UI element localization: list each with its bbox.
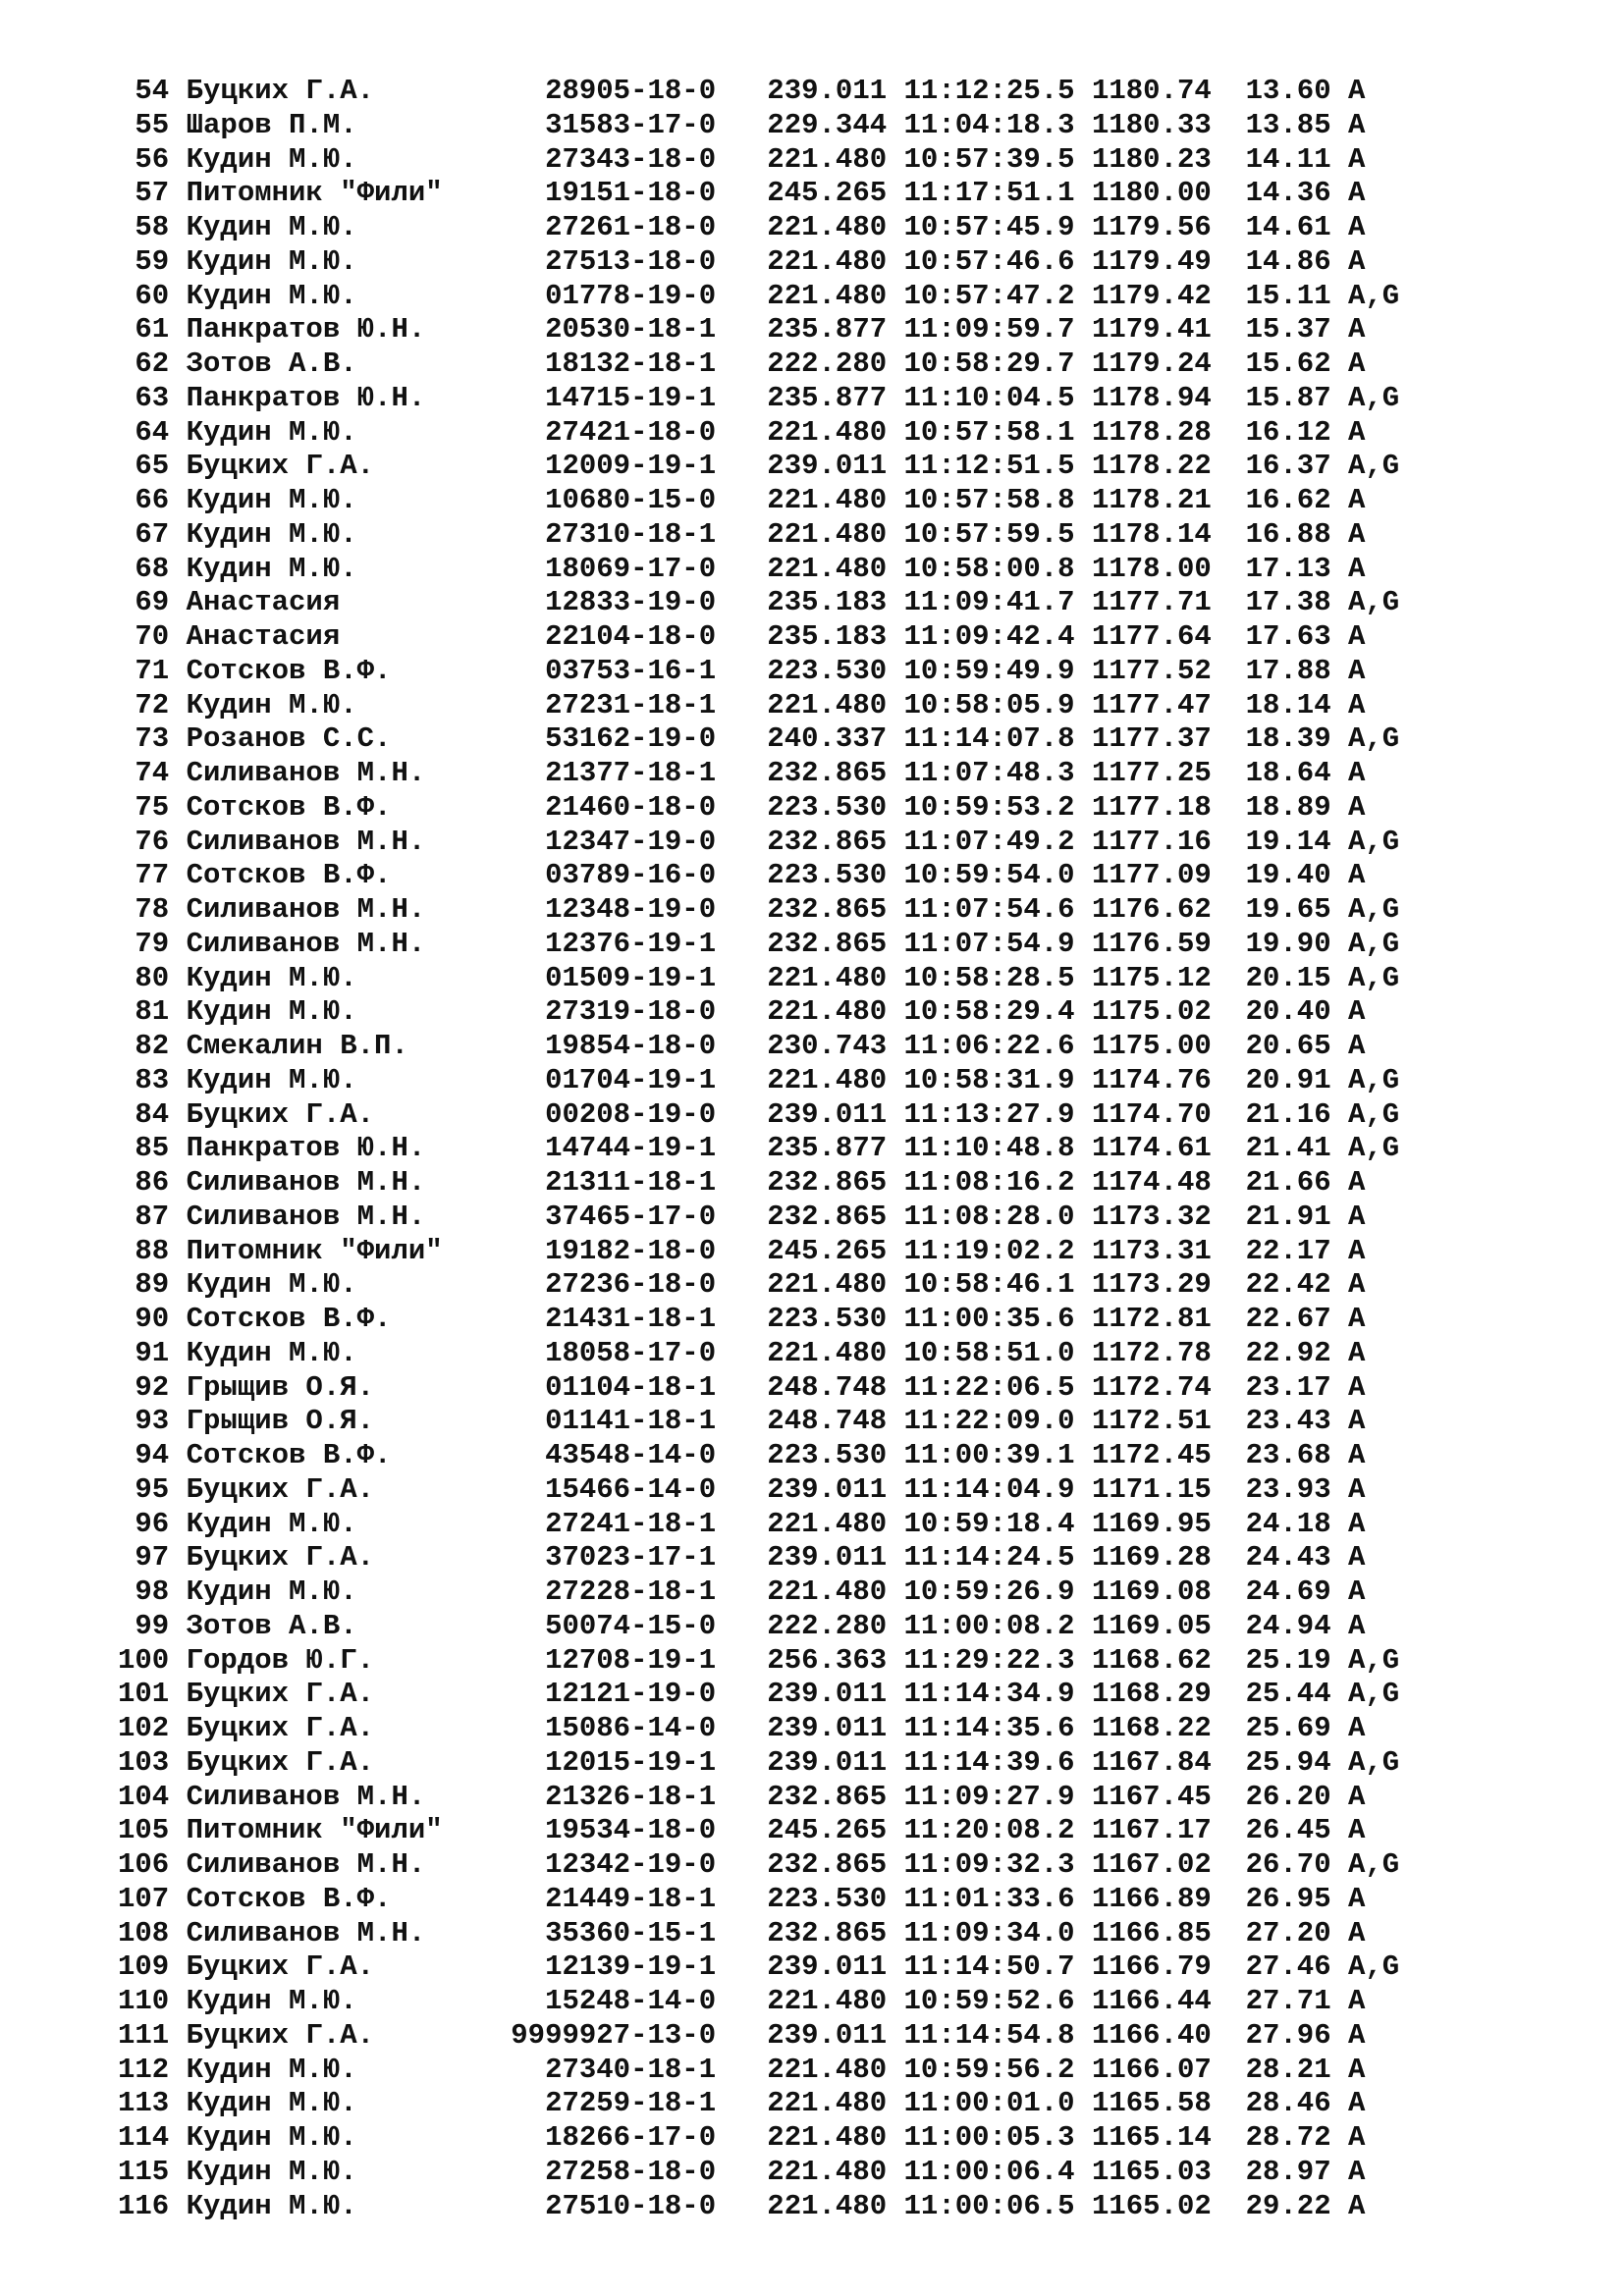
result-row: 71 Сотсков В.Ф. 03753-16-1 223.530 10:59:49.9 1177.52 17.88 A [118,654,1366,687]
result-row: 79 Силиванов М.Н. 12376-19-1 232.865 11:07:54.9 1176.59 19.90 A,G [118,927,1400,960]
result-row: 66 Кудин М.Ю. 10680-15-0 221.480 10:57:58.8 1178.21 16.62 A [118,484,1366,516]
result-row: 110 Кудин М.Ю. 15248-14-0 221.480 10:59:52.6 1166.44 27.71 A [118,1985,1366,2017]
result-row: 72 Кудин М.Ю. 27231-18-1 221.480 10:58:05.9 1177.47 18.14 A [118,688,1366,721]
result-row: 73 Розанов С.С. 53162-19-0 240.337 11:14:07.8 1177.37 18.39 A,G [118,722,1400,756]
results-table [118,75,1399,2223]
result-row: 99 Зотов А.В. 50074-15-0 222.280 11:00:08.2 1169.05 24.94 A [118,1609,1366,1642]
result-row: 57 Питомник "Фили" 19151-18-0 245.265 11:17:51.1 1180.00 14.36 A [118,177,1366,210]
result-row: 64 Кудин М.Ю. 27421-18-0 221.480 10:57:58.1 1178.28 16.12 A [118,415,1366,449]
result-row: 106 Силиванов М.Н. 12342-19-0 232.865 11:09:32.3 1167.02 26.70 A,G [118,1848,1400,1881]
result-row: 55 Шаров П.М. 31583-17-0 229.344 11:04:18.3 1180.33 13.85 A [118,108,1366,141]
result-row: 111 Буцких Г.А. 9999927-13-0 239.011 11:14:54.8 1166.40 27.96 A [118,2018,1366,2052]
result-row: 54 Буцких Г.А. 28905-18-0 239.011 11:12:25.5 1180.74 13.60 A [118,75,1366,107]
result-row: 90 Сотсков В.Ф. 21431-18-1 223.530 11:00:35.6 1172.81 22.67 A [118,1303,1366,1335]
result-row: 92 Грыщив О.Я. 01104-18-1 248.748 11:22:06.5 1172.74 23.17 A [118,1370,1366,1404]
result-row: 105 Питомник "Фили" 19534-18-0 245.265 11:20:08.2 1167.17 26.45 A [118,1814,1366,1847]
result-row: 56 Кудин М.Ю. 27343-18-0 221.480 10:57:39.5 1180.23 14.11 A [118,142,1366,176]
result-row: 60 Кудин М.Ю. 01778-19-0 221.480 10:57:47.2 1179.42 15.11 A,G [118,279,1400,312]
result-row: 101 Буцких Г.А. 12121-19-0 239.011 11:14:34.9 1168.29 25.44 A,G [118,1678,1400,1711]
result-row: 70 Анастасия 22104-18-0 235.183 11:09:42.4 1177.64 17.63 A [118,620,1366,653]
result-row: 67 Кудин М.Ю. 27310-18-1 221.480 10:57:59.5 1178.14 16.88 A [118,517,1366,551]
result-row: 115 Кудин М.Ю. 27258-18-0 221.480 11:00:06.4 1165.03 28.97 A [118,2155,1366,2188]
result-row: 102 Буцких Г.А. 15086-14-0 239.011 11:14:35.6 1168.22 25.69 A [118,1712,1366,1744]
result-row: 94 Сотсков В.Ф. 43548-14-0 223.530 11:00:39.1 1172.45 23.68 A [118,1439,1366,1471]
result-row: 98 Кудин М.Ю. 27228-18-1 221.480 10:59:26.9 1169.08 24.69 A [118,1575,1366,1608]
result-row: 68 Кудин М.Ю. 18069-17-0 221.480 10:58:00.8 1178.00 17.13 A [118,552,1366,585]
result-row: 63 Панкратов Ю.Н. 14715-19-1 235.877 11:10:04.5 1178.94 15.87 A,G [118,381,1400,414]
result-row: 76 Силиванов М.Н. 12347-19-0 232.865 11:07:49.2 1177.16 19.14 A,G [118,825,1400,858]
result-row: 85 Панкратов Ю.Н. 14744-19-1 235.877 11:10:48.8 1174.61 21.41 A,G [118,1132,1400,1165]
result-row: 75 Сотсков В.Ф. 21460-18-0 223.530 10:59:53.2 1177.18 18.89 A [118,790,1366,824]
result-row: 77 Сотсков В.Ф. 03789-16-0 223.530 10:59:54.0 1177.09 19.40 A [118,859,1366,892]
result-row: 103 Буцких Г.А. 12015-19-1 239.011 11:14:39.6 1167.84 25.94 A,G [118,1745,1400,1779]
result-row: 93 Грыщив О.Я. 01141-18-1 248.748 11:22:09.0 1172.51 23.43 A [118,1405,1366,1438]
result-row: 61 Панкратов Ю.Н. 20530-18-1 235.877 11:09:59.7 1179.41 15.37 A [118,313,1366,347]
result-row: 112 Кудин М.Ю. 27340-18-1 221.480 10:59:56.2 1166.07 28.21 A [118,2053,1366,2086]
result-row: 82 Смекалин В.П. 19854-18-0 230.743 11:06:22.6 1175.00 20.65 A [118,1030,1366,1062]
result-row: 80 Кудин М.Ю. 01509-19-1 221.480 10:58:28.5 1175.12 20.15 A,G [118,961,1400,994]
result-row: 91 Кудин М.Ю. 18058-17-0 221.480 10:58:51.0 1172.78 22.92 A [118,1336,1366,1369]
result-row: 107 Сотсков В.Ф. 21449-18-1 223.530 11:01:33.6 1166.89 26.95 A [118,1882,1366,1915]
result-row: 58 Кудин М.Ю. 27261-18-0 221.480 10:57:45.9 1179.56 14.61 A [118,211,1366,243]
result-row: 81 Кудин М.Ю. 27319-18-0 221.480 10:58:29.4 1175.02 20.40 A [118,995,1366,1029]
result-row: 116 Кудин М.Ю. 27510-18-0 221.480 11:00:06.5 1165.02 29.22 A [118,2189,1366,2222]
result-row: 62 Зотов А.В. 18132-18-1 222.280 10:58:29.7 1179.24 15.62 A [118,347,1366,380]
result-row: 97 Буцких Г.А. 37023-17-1 239.011 11:14:24.5 1169.28 24.43 A [118,1541,1366,1575]
result-row: 87 Силиванов М.Н. 37465-17-0 232.865 11:08:28.0 1173.32 21.91 A [118,1200,1366,1233]
result-row: 89 Кудин М.Ю. 27236-18-0 221.480 10:58:46.1 1173.29 22.42 A [118,1268,1366,1302]
result-row: 65 Буцких Г.А. 12009-19-1 239.011 11:12:51.5 1178.22 16.37 A,G [118,450,1400,483]
result-row: 78 Силиванов М.Н. 12348-19-0 232.865 11:07:54.6 1176.62 19.65 A,G [118,893,1400,926]
result-row: 95 Буцких Г.А. 15466-14-0 239.011 11:14:04.9 1171.15 23.93 A [118,1472,1366,1506]
result-row: 109 Буцких Г.А. 12139-19-1 239.011 11:14:50.7 1166.79 27.46 A,G [118,1950,1400,1984]
result-row: 113 Кудин М.Ю. 27259-18-1 221.480 11:00:01.0 1165.58 28.46 A [118,2087,1366,2120]
result-row: 88 Питомник "Фили" 19182-18-0 245.265 11:19:02.2 1173.31 22.17 A [118,1234,1366,1267]
result-row: 74 Силиванов М.Н. 21377-18-1 232.865 11:07:48.3 1177.25 18.64 A [118,757,1366,789]
result-row: 96 Кудин М.Ю. 27241-18-1 221.480 10:59:18.4 1169.95 24.18 A [118,1507,1366,1540]
result-row: 100 Гордов Ю.Г. 12708-19-1 256.363 11:29:22.3 1168.62 25.19 A,G [118,1643,1400,1677]
result-row: 84 Буцких Г.А. 00208-19-0 239.011 11:13:27.9 1174.70 21.16 A,G [118,1097,1400,1131]
result-row: 86 Силиванов М.Н. 21311-18-1 232.865 11:08:16.2 1174.48 21.66 A [118,1166,1366,1199]
result-row: 59 Кудин М.Ю. 27513-18-0 221.480 10:57:46.6 1179.49 14.86 A [118,244,1366,278]
result-row: 83 Кудин М.Ю. 01704-19-1 221.480 10:58:31.9 1174.76 20.91 A,G [118,1063,1400,1096]
result-row: 69 Анастасия 12833-19-0 235.183 11:09:41.7 1177.71 17.38 A,G [118,586,1400,619]
result-row: 104 Силиванов М.Н. 21326-18-1 232.865 11:09:27.9 1167.45 26.20 A [118,1780,1366,1813]
result-row: 114 Кудин М.Ю. 18266-17-0 221.480 11:00:05.3 1165.14 28.72 A [118,2121,1366,2154]
result-row: 108 Силиванов М.Н. 35360-15-1 232.865 11:09:34.0 1166.85 27.20 A [118,1916,1366,1949]
